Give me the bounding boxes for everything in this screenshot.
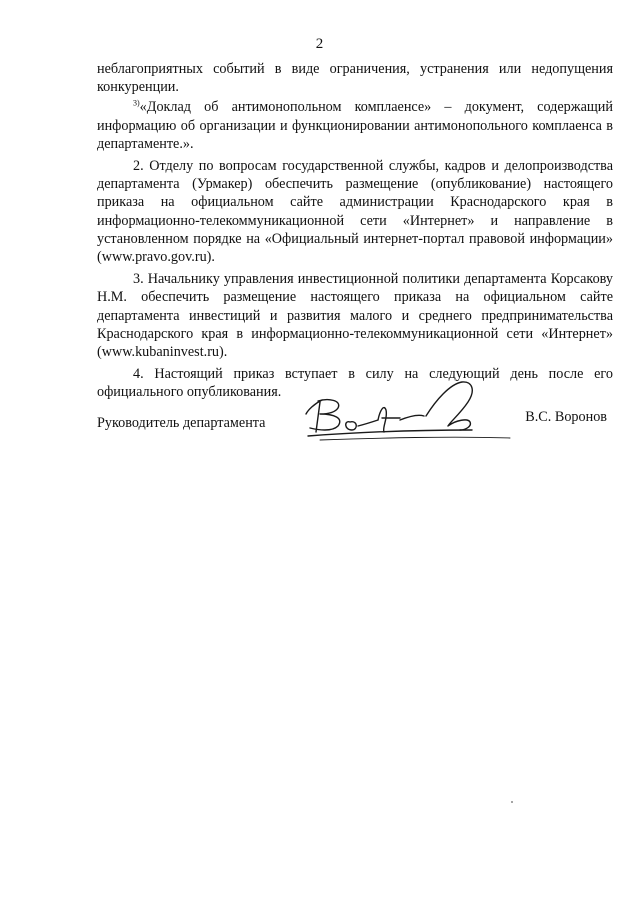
- paragraph-continuation: неблагоприятных событий в виде ограничения, устранения или недопущения конкуренции.: [97, 61, 613, 96]
- footnote-marker: 3): [133, 98, 140, 108]
- scan-speck: [511, 801, 513, 803]
- paragraph-definition: [97, 98, 613, 153]
- paragraph-definition-text: «Доклад об антимонопольном комплаенсе» – документ, содержащий информацию об организации и функционировании антимонопольного комплаенса в департаменте.».: [97, 99, 613, 152]
- signatory-name: В.С. Воронов: [525, 409, 607, 425]
- paragraph-item-2: 2. Отделу по вопросам государственной службы, кадров и делопроизводства департамента (Урмакер) обеспечить размещение (опубликование) настоящего приказа на официальном сайте администрации Краснодарского края в информационно-телекоммуникационной сети «Интернет» и направление в установленном порядке на «Официальный интернет-портал правовой информации» (www.pravo.gov.ru).: [97, 158, 613, 266]
- document-body: [97, 60, 613, 402]
- paragraph-item-3: 3. Начальнику управления инвестиционной политики департамента Корсакову Н.М. обеспечить размещение настоящего приказа на официальном сайте департамента инвестиций и развития малого и среднего предпринимательства Краснодарского края в информационно-телекоммуникационной сети «Интернет» (www.kubaninvest.ru).: [97, 271, 613, 361]
- paragraph-item-4: 4. Настоящий приказ вступает в силу на следующий день после его официального опубликования.: [97, 366, 613, 401]
- page-number: 2: [315, 36, 324, 52]
- signatory-title: Руководитель департамента: [97, 415, 266, 431]
- handwritten-signature: [300, 370, 550, 450]
